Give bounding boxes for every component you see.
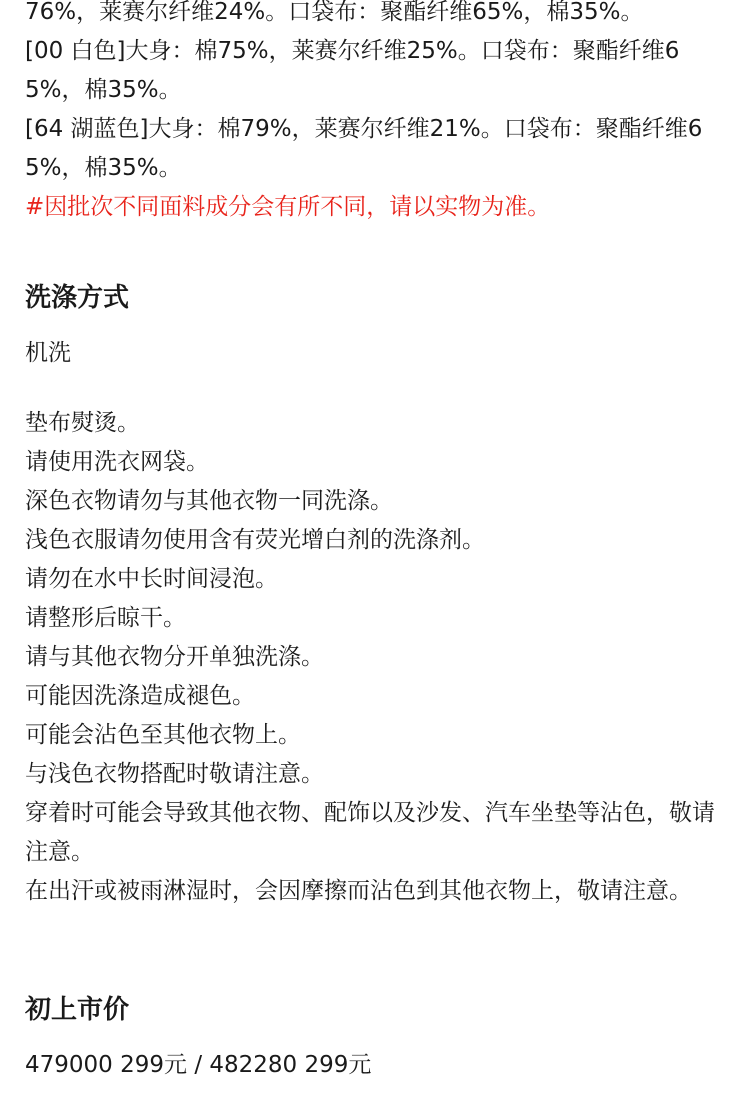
instruction-item: 垫布熨烫。 — [25, 410, 140, 436]
price-value-row — [25, 1046, 730, 1085]
price-value: 479000 299元 / 482280 299元 — [25, 1052, 372, 1078]
washing-method-text: 机洗 — [25, 340, 71, 366]
instruction-item: 深色衣物请勿与其他衣物一同洗涤。 — [25, 488, 393, 514]
price-section — [25, 992, 730, 1028]
instruction-item: 在出汗或被雨淋湿时，会因摩擦而沾色到其他衣物上，敬请注意。 — [25, 878, 692, 904]
instruction-item: 可能会沾色至其他衣物上。 — [25, 722, 301, 748]
material-line-white: [00 白色]大身：棉75%，莱赛尔纤维25%。口袋布：聚酯纤维65%，棉35%。 — [25, 38, 680, 103]
washing-section — [25, 280, 730, 316]
instruction-item: 请整形后晾干。 — [25, 605, 186, 631]
washing-method — [25, 334, 730, 373]
instruction-item: 请与其他衣物分开单独洗涤。 — [25, 644, 324, 670]
instruction-item: 请使用洗衣网袋。 — [25, 449, 209, 475]
instruction-item: 浅色衣服请勿使用含有荧光增白剂的洗涤剂。 — [25, 527, 485, 553]
instruction-item: 请勿在水中长时间浸泡。 — [25, 566, 278, 592]
instruction-item: 可能因洗涤造成褪色。 — [25, 683, 255, 709]
instruction-item: 与浅色衣物搭配时敬请注意。 — [25, 761, 324, 787]
washing-title: 洗涤方式 — [25, 283, 130, 313]
material-notice: #因批次不同面料成分会有所不同，请以实物为准。 — [25, 194, 551, 220]
material-line: 76%，莱赛尔纤维24%。口袋布：聚酯纤维65%，棉35%。 — [25, 0, 644, 25]
price-title: 初上市价 — [25, 995, 130, 1025]
material-line-lake-blue: [64 湖蓝色]大身：棉79%，莱赛尔纤维21%。口袋布：聚酯纤维65%，棉35%。 — [25, 116, 703, 181]
washing-instructions — [25, 404, 730, 911]
instruction-item: 穿着时可能会导致其他衣物、配饰以及沙发、汽车坐垫等沾色，敬请注意。 — [25, 800, 715, 865]
material-section — [25, 0, 730, 227]
